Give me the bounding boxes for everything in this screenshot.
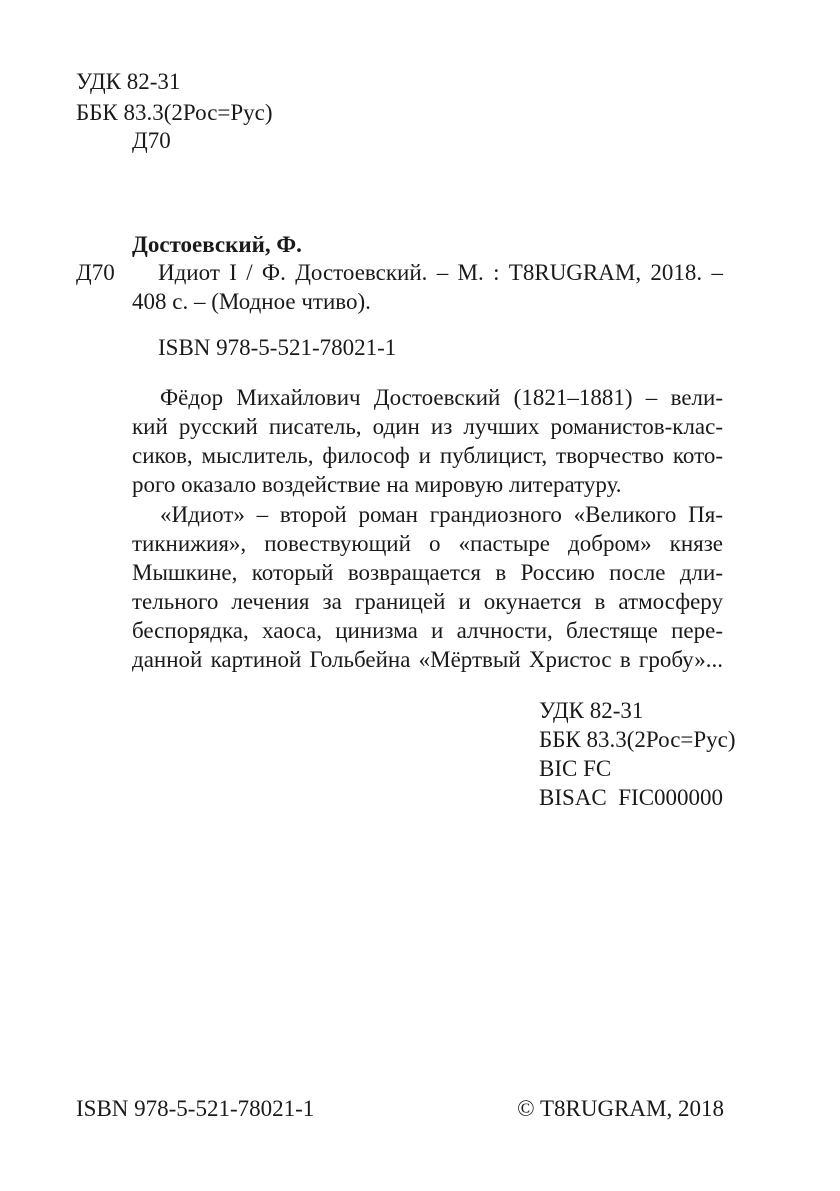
- annotation-p2-line: «Идиот» – второй роман грандиозного «Великого Пя-: [160, 502, 723, 527]
- entry-author-code: Д70: [76, 260, 115, 285]
- class-bic: BIC FC: [539, 756, 612, 781]
- class-bisac: BISAC FIC000000: [539, 785, 724, 810]
- top-author-code: Д70: [132, 128, 171, 153]
- annotation-p2-line: Мышкине, который возвращается в Россию после дли-: [132, 560, 723, 585]
- annotation-p2-line: беспорядка, хаоса, цинизма и алчности, блестяще пере-: [132, 618, 723, 643]
- top-bbk: ББК 83.3(2Рос=Рус): [76, 100, 273, 125]
- annotation-p2-line: тикнижия», повествующий о «пастыре добром» князе: [132, 531, 723, 556]
- annotation-p1-line: рого оказало воздействие на мировую литературу.: [132, 472, 622, 497]
- annotation-p1-line: Фёдор Михайлович Достоевский (1821–1881) – вели-: [160, 385, 723, 410]
- author-heading: Достоевский, Ф.: [132, 232, 302, 257]
- footer-isbn: ISBN 978-5-521-78021-1: [76, 1096, 315, 1121]
- annotation-p2-line: данной картиной Гольбейна «Мёртвый Христос в гробу»...: [132, 647, 723, 672]
- annotation-p1-line: сиков, мыслитель, философ и публицист, творчество кото-: [132, 443, 723, 468]
- class-bbk: ББК 83.3(2Рос=Рус): [539, 727, 736, 752]
- class-udk: УДК 82-31: [539, 698, 644, 723]
- entry-title-line-1: Идиот I / Ф. Достоевский. – М. : T8RUGRAM, 2018. –: [158, 260, 723, 285]
- annotation-p2-line: тельного лечения за границей и окунается в атмосферу: [132, 589, 723, 614]
- entry-isbn: ISBN 978-5-521-78021-1: [158, 335, 397, 360]
- annotation-p1-line: кий русский писатель, один из лучших романистов-клас-: [132, 414, 723, 439]
- entry-title-line-2: 408 с. – (Модное чтиво).: [132, 289, 371, 314]
- top-udk: УДК 82-31: [76, 69, 181, 94]
- footer-copyright: © T8RUGRAM, 2018: [517, 1096, 724, 1121]
